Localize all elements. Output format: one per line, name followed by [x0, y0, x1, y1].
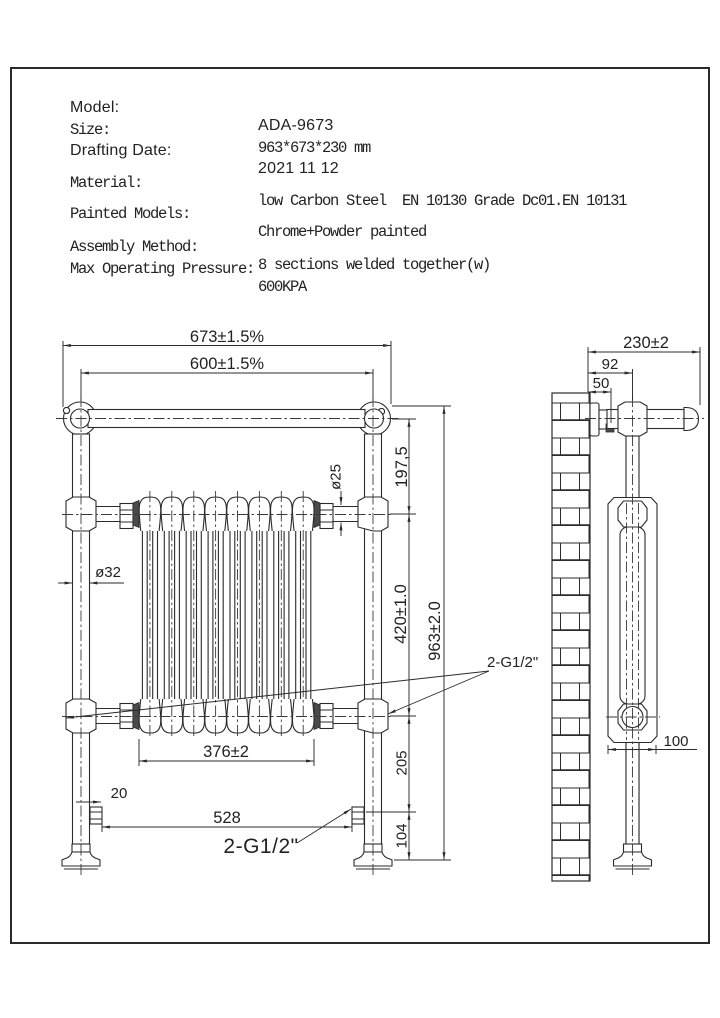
- thread-note-bottom: 2-G1/2": [223, 835, 299, 858]
- dim-overall-height: 963±2.0: [425, 601, 444, 661]
- spec-label: Size:: [70, 121, 111, 139]
- dim-core-depth: 100: [663, 733, 689, 750]
- dim-wall-to-bracket: 50: [592, 375, 610, 392]
- thread-note-mid: 2-G1/2": [487, 654, 539, 671]
- spec-value: Chrome+Powder painted: [258, 223, 427, 241]
- spec-label: Assembly Method:: [70, 238, 199, 256]
- dim-connector-span: 420±1.0: [391, 584, 410, 644]
- spec-label: Painted Models:: [70, 205, 191, 223]
- spec-value: 2021 11 12: [258, 160, 339, 177]
- spec-label: Material:: [70, 174, 143, 192]
- dim-wall-to-post: 92: [601, 356, 619, 373]
- spec-value: ADA-9673: [258, 117, 334, 134]
- brick-wall-hatch: [552, 393, 590, 881]
- side-view-drawing: [552, 393, 699, 881]
- dim-connector-to-drain: 205: [393, 750, 411, 776]
- spec-value: 963*673*230 mm: [258, 139, 371, 157]
- spec-value: 600KPA: [258, 278, 307, 296]
- spec-value: low Carbon Steel EN 10130 Grade Dc01.EN 10131: [258, 192, 627, 210]
- dim-core-width: 376±2: [203, 743, 249, 761]
- dim-drain-span: 528: [213, 809, 241, 827]
- flange-screw-icon: [63, 407, 69, 413]
- rail-end-cap: [684, 408, 699, 431]
- spec-label: Model:: [70, 99, 120, 116]
- spec-label: Max Operating Pressure:: [70, 260, 255, 278]
- dim-rail-span: 600±1.5%: [189, 355, 265, 373]
- dim-crossbar-diameter: ø25: [327, 464, 345, 490]
- spec-label: Drafting Date:: [70, 142, 172, 159]
- dim-drain-offset: 20: [110, 785, 128, 802]
- wall-bracket: [590, 403, 599, 436]
- dim-rail-to-connector: 197,5: [392, 446, 411, 488]
- spec-value: 8 sections welded together(w): [258, 256, 491, 274]
- dim-post-diameter: ø32: [95, 564, 121, 581]
- radiator-core: [139, 497, 314, 733]
- dim-depth: 230±2: [623, 334, 669, 352]
- dim-overall-width: 673±1.5%: [189, 328, 265, 346]
- dim-drain-to-floor: 104: [393, 823, 411, 849]
